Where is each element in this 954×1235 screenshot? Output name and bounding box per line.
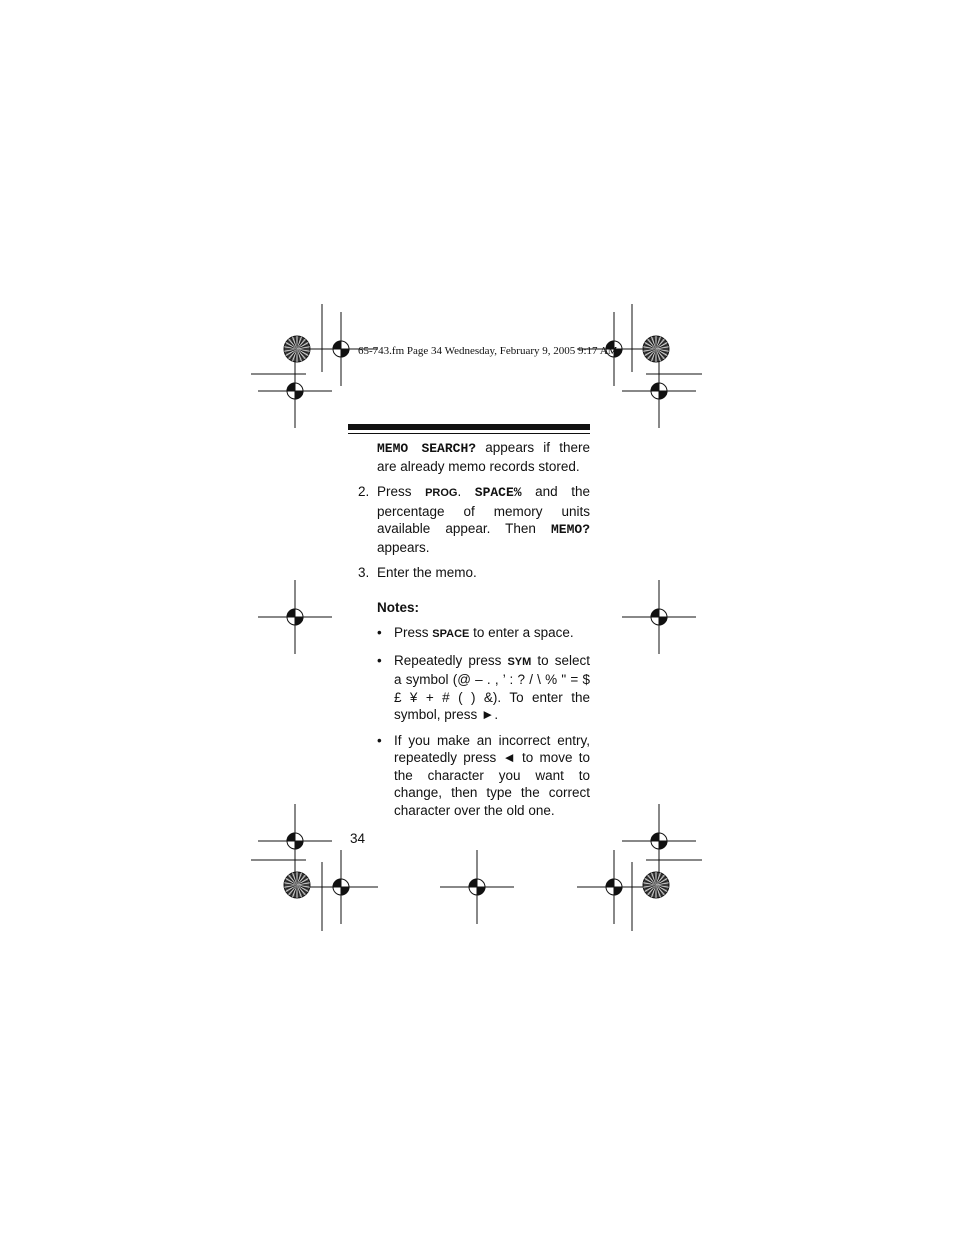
registration-crosshair xyxy=(258,354,332,428)
bullet-glyph: • xyxy=(377,732,382,748)
registration-starburst xyxy=(284,872,310,898)
right-arrow-icon: ► xyxy=(481,707,495,722)
step-number: 3. xyxy=(358,565,370,580)
registration-crosshair xyxy=(622,580,696,654)
note-item: • Press SPACE to enter a space. xyxy=(377,624,590,644)
step-item xyxy=(348,564,590,582)
display-code: MEMO SEARCH? xyxy=(377,441,477,456)
registration-crosshair xyxy=(577,850,651,924)
registration-crosshair xyxy=(304,850,378,924)
note-item: • If you make an incorrect entry, repeatedly press ◄ to move to the character you want to change, then type the correct character over the old one. xyxy=(377,732,590,818)
registration-crosshair xyxy=(258,580,332,654)
bullet-glyph: • xyxy=(377,625,382,640)
display-code: SPACE% xyxy=(474,485,522,500)
bullet-glyph: • xyxy=(377,652,382,668)
registration-starburst xyxy=(284,336,310,362)
header-rule-thick xyxy=(348,424,590,430)
page-number: 34 xyxy=(350,831,366,846)
intro-paragraph: MEMO SEARCH? appears if there are already memo records stored. xyxy=(377,440,590,474)
page-content xyxy=(348,439,590,819)
registration-crosshair xyxy=(622,804,696,878)
registration-crosshair xyxy=(622,354,696,428)
registration-crosshair xyxy=(258,804,332,878)
note-item: • Repeatedly press SYM to select a symbol (@ – . , ’ : ? / \ % " = $ £ ¥ + # ( ) &). To enter the symbol, press ►. xyxy=(377,652,590,722)
registration-starburst xyxy=(643,336,669,362)
key-label: SYM xyxy=(507,655,532,668)
display-code: MEMO? xyxy=(550,522,590,537)
notes-heading: Notes: xyxy=(377,599,420,615)
step-item xyxy=(348,483,590,556)
file-info-header: 65-743.fm Page 34 Wednesday, February 9, 2005 9:17 AM xyxy=(358,345,618,357)
key-label: SPACE xyxy=(432,628,470,640)
key-label: PROG xyxy=(425,487,458,499)
step-text: Enter the memo. xyxy=(377,565,477,580)
step-text: Press PROG. SPACE% and the percentage of memory units available appear. Then MEMO? appears. xyxy=(377,484,590,555)
header-rule-thin xyxy=(348,433,590,434)
registration-starburst xyxy=(643,872,669,898)
registration-crosshair xyxy=(440,850,514,924)
left-arrow-icon: ◄ xyxy=(502,750,516,765)
step-number: 2. xyxy=(358,484,370,499)
